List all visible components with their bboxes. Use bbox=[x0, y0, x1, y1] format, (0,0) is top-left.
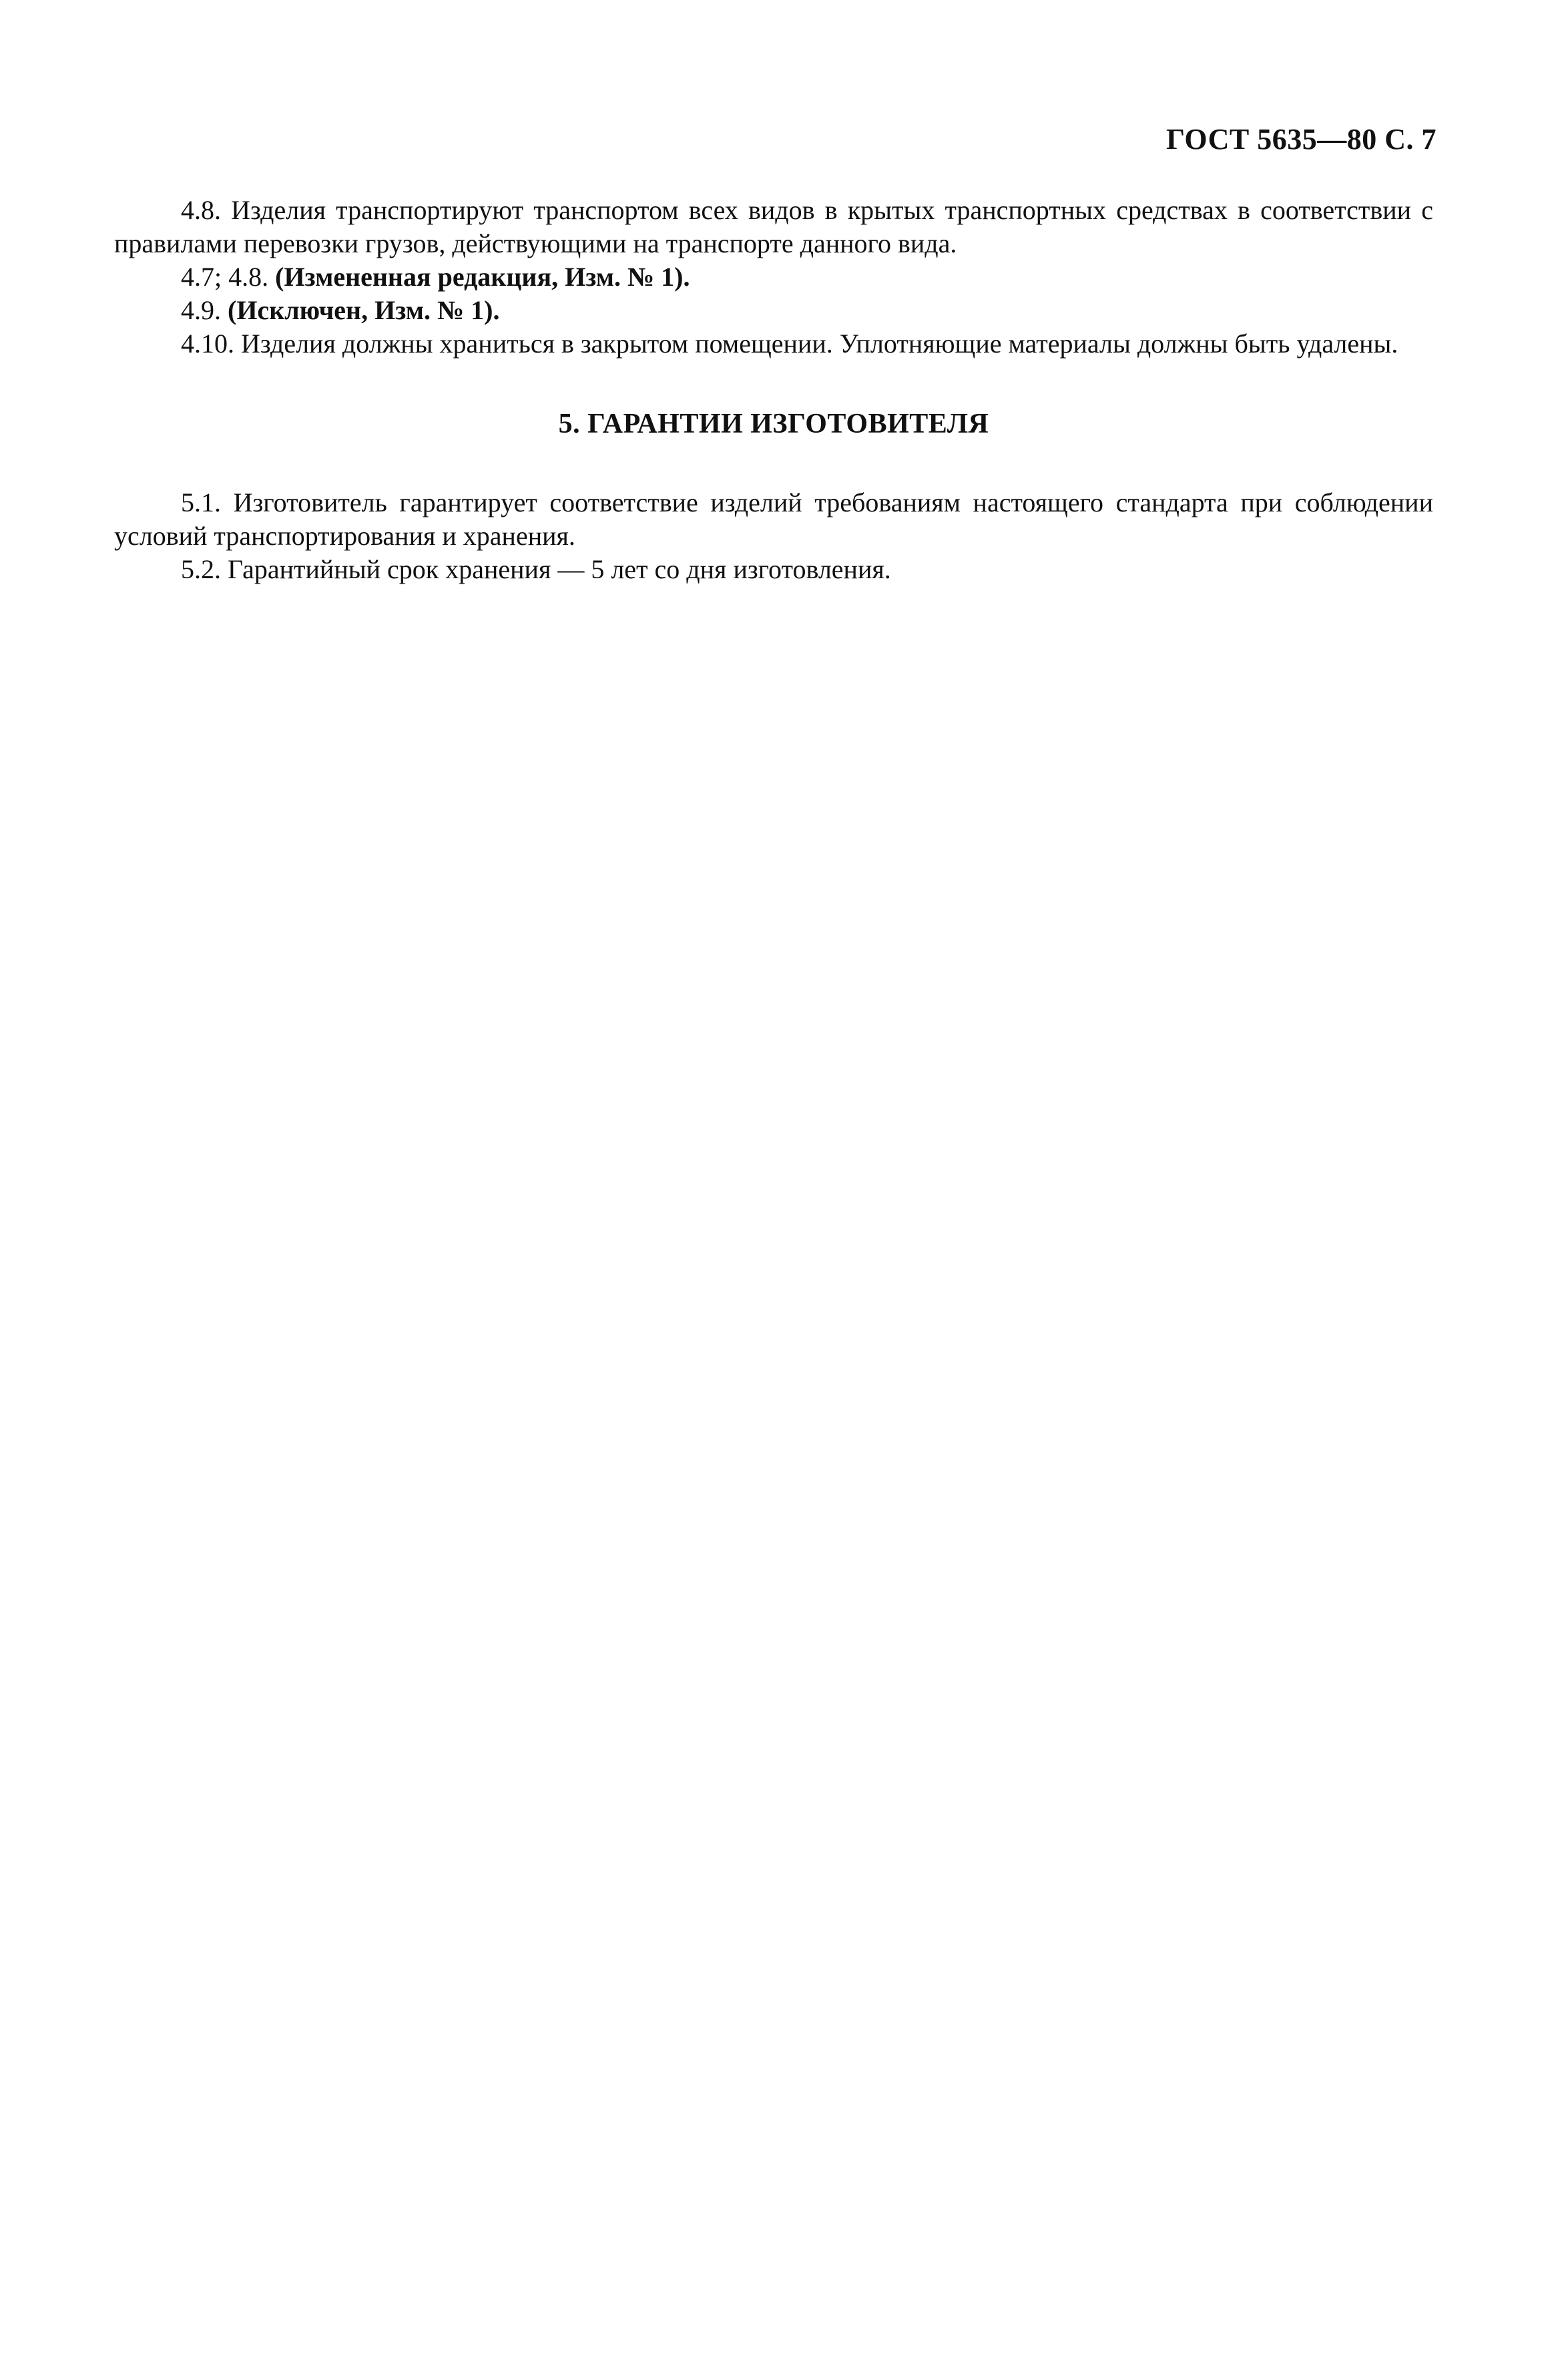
paragraph-number: 4.9. bbox=[181, 295, 228, 325]
paragraph-5-1: 5.1. Изготовитель гарантирует соответствие изделий требованиям настоящего стандарта при соблюдении условий транспортирования и хранения. bbox=[114, 487, 1433, 551]
amendment-note: (Исключен, Изм. № 1). bbox=[228, 295, 500, 325]
section-title: 5. ГАРАНТИИ ИЗГОТОВИТЕЛЯ bbox=[558, 409, 989, 439]
document-body bbox=[114, 194, 1433, 586]
paragraph-4-9 bbox=[114, 294, 1433, 327]
paragraph-4-8: 4.8. Изделия транспортируют транспортом всех видов в крытых транспортных средствах в соответствии с правилами перевозки грузов, действующими на транспорте данного вида. bbox=[114, 195, 1433, 258]
amendment-note: (Измененная редакция, Изм. № 1). bbox=[275, 262, 690, 292]
page-header: ГОСТ 5635—80 С. 7 bbox=[1165, 123, 1436, 156]
paragraph-4-10: 4.10. Изделия должны храниться в закрытом помещении. Уплотняющие материалы должны быть удалены. bbox=[181, 329, 1398, 359]
paragraph-4-7-4-8-note bbox=[114, 260, 1433, 294]
paragraph-number: 4.7; 4.8. bbox=[181, 262, 276, 292]
paragraph-5-2: 5.2. Гарантийный срок хранения — 5 лет со дня изготовления. bbox=[181, 554, 891, 584]
